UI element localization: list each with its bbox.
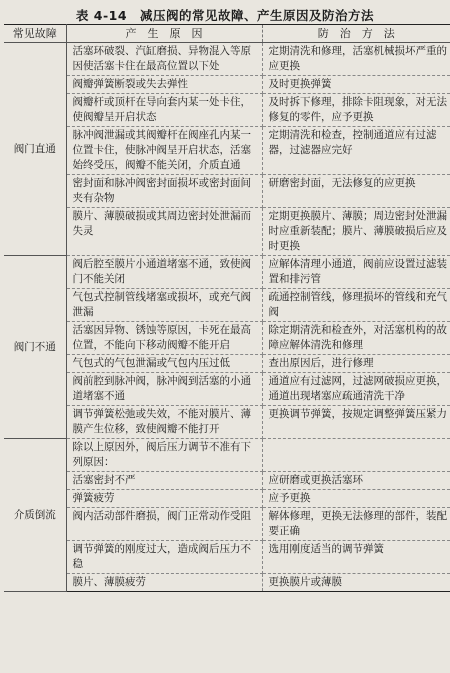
cause-cell: 除以上原因外，阀后压力调节不准有下列原因：: [66, 439, 262, 472]
header-fault: 常见故障: [4, 25, 66, 43]
table-row: [4, 574, 450, 592]
table-title: 表 4-14 减压阀的常见故障、产生原因及防治方法: [75, 8, 375, 23]
table-row: [4, 508, 450, 541]
table-row: [4, 322, 450, 355]
fix-cell: [262, 439, 450, 472]
table-row: [4, 43, 450, 76]
fix-cell: 定期清洗和修理，活塞机械损坏严重的应更换: [262, 43, 450, 76]
table-row: [4, 175, 450, 208]
fault-label: 阀门直通: [4, 43, 66, 256]
table-row: [4, 355, 450, 373]
table-row: [4, 373, 450, 406]
table-row: [4, 208, 450, 256]
cause-cell: 活塞环破裂、汽缸磨损、异物混入等原因使活塞卡住在最高位置以下处: [66, 43, 262, 76]
table-row: [4, 472, 450, 490]
table-row: [4, 289, 450, 322]
cause-cell: 膜片、薄膜破损或其周边密封处泄漏而失灵: [66, 208, 262, 256]
table-row: [4, 541, 450, 574]
fix-cell: 定期清洗和检查，控制通道应有过滤器，过滤器应完好: [262, 127, 450, 175]
fix-cell: 疏通控制管线，修理损坏的管线和充气阀: [262, 289, 450, 322]
table-row: [4, 490, 450, 508]
cause-cell: 活塞因异物、锈蚀等原因，卡死在最高位置，不能向下移动阀瓣不能开启: [66, 322, 262, 355]
fault-label: 介质倒流: [4, 439, 66, 592]
fix-cell: 选用刚度适当的调节弹簧: [262, 541, 450, 574]
fix-cell: 应予更换: [262, 490, 450, 508]
cause-cell: 阀前腔到脉冲阀，脉冲阀到活塞的小通道堵塞不通: [66, 373, 262, 406]
table-row: [4, 406, 450, 439]
cause-cell: 密封面和脉冲阀密封面损坏或密封面间夹有杂物: [66, 175, 262, 208]
fix-cell: 研磨密封面，无法修复的应更换: [262, 175, 450, 208]
fix-cell: 定期更换膜片、薄膜；周边密封处泄漏时应重新装配；膜片、薄膜破损后应及时更换: [262, 208, 450, 256]
cause-cell: 气包式控制管线堵塞或损坏，或充气阀泄漏: [66, 289, 262, 322]
fix-cell: 应研磨或更换活塞环: [262, 472, 450, 490]
fix-cell: 应解体清理小通道，阀前应设置过滤装置和排污管: [262, 256, 450, 289]
fix-cell: 更换调节弹簧，按规定调整弹簧压紧力: [262, 406, 450, 439]
cause-cell: 活塞密封不严: [66, 472, 262, 490]
cause-cell: 气包式的气包泄漏或气包内压过低: [66, 355, 262, 373]
table-row: [4, 76, 450, 94]
fix-cell: 更换膜片或薄膜: [262, 574, 450, 592]
fix-cell: 查出原因后，进行修理: [262, 355, 450, 373]
cause-cell: 调节弹簧松弛或失效，不能对膜片、薄膜产生位移，致使阀瓣不能打开: [66, 406, 262, 439]
fix-cell: 通道应有过滤网，过滤网破损应更换，通道出现堵塞应疏通清洗干净: [262, 373, 450, 406]
fix-cell: 及时拆下修理，排除卡阻现象，对无法修复的零件，应予更换: [262, 94, 450, 127]
cause-cell: 阀内活动部件磨损，阀门正常动作受阻: [66, 508, 262, 541]
table-header-row: [4, 25, 450, 43]
fault-table: [4, 24, 450, 592]
fix-cell: 解体修理，更换无法修理的部件，装配要正确: [262, 508, 450, 541]
fault-label: 阀门不通: [4, 256, 66, 439]
cause-cell: 调节弹簧的刚度过大，造成阀后压力不稳: [66, 541, 262, 574]
fix-cell: 除定期清洗和检查外，对活塞机构的故障应解体清洗和修理: [262, 322, 450, 355]
fix-cell: 及时更换弹簧: [262, 76, 450, 94]
cause-cell: 脉冲阀泄漏或其阀瓣杆在阀座孔内某一位置卡住，使脉冲阀呈开启状态，活塞始终受压，阀瓣不能关闭，介质直通: [66, 127, 262, 175]
table-row: [4, 127, 450, 175]
cause-cell: 阀后腔至膜片小通道堵塞不通，致使阀门不能关闭: [66, 256, 262, 289]
table-row: [4, 439, 450, 472]
cause-cell: 阀瓣弹簧断裂或失去弹性: [66, 76, 262, 94]
cause-cell: 膜片、薄膜疲劳: [66, 574, 262, 592]
table-row: [4, 256, 450, 289]
header-cause: 产 生 原 因: [66, 25, 262, 43]
table-row: [4, 94, 450, 127]
header-fix: 防 治 方 法: [262, 25, 450, 43]
cause-cell: 阀瓣杆或顶杆在导向套内某一处卡住，使阀瓣呈开启状态: [66, 94, 262, 127]
cause-cell: 弹簧疲劳: [66, 490, 262, 508]
